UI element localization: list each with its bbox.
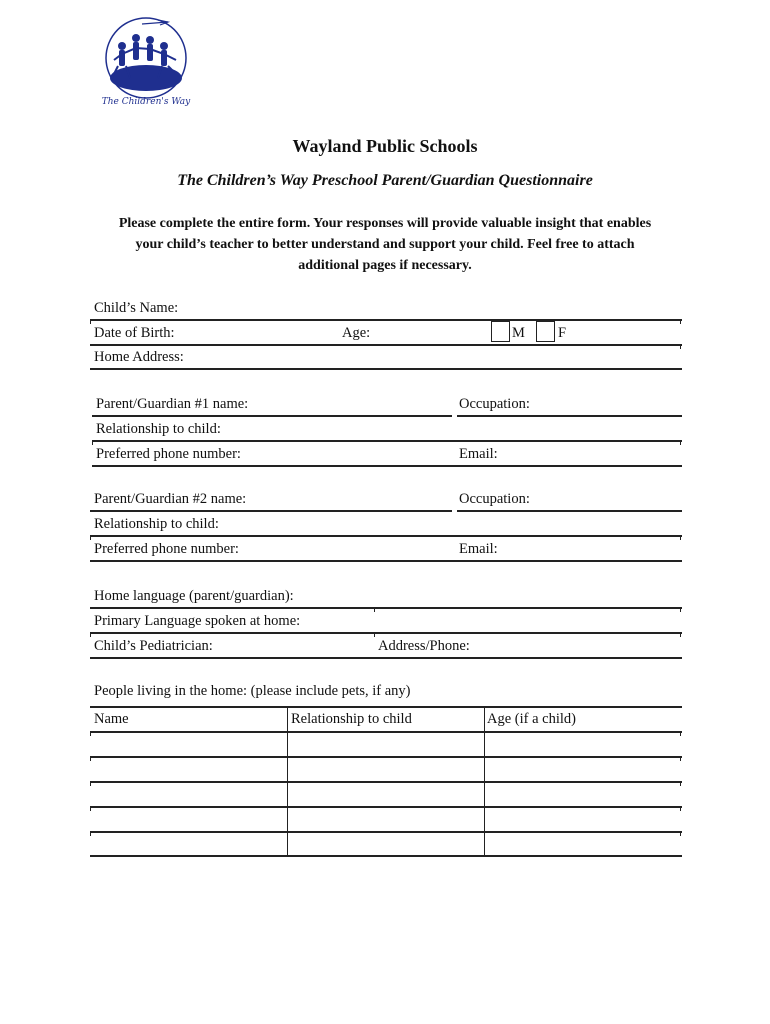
parent2-phone-email-field[interactable] [90,560,682,562]
col-header-name: Name [94,711,129,727]
male-checkbox[interactable] [491,321,510,342]
field-tick [90,831,91,836]
pediatrician-label: Child’s Pediatrician: [94,638,213,654]
field-tick [680,319,681,324]
dob-label: Date of Birth: [94,325,175,341]
table-row[interactable] [90,756,682,758]
parent2-name-field[interactable] [90,510,452,512]
parent1-email-label: Email: [459,446,498,462]
pediatrician-field[interactable] [90,657,682,659]
pediatrician-address-label: Address/Phone: [378,638,470,654]
logo-text: The Children's Way [101,97,191,107]
field-tick [680,781,681,786]
parent2-occupation-field[interactable] [457,510,682,512]
female-checkbox[interactable] [536,321,555,342]
parent2-name-label: Parent/Guardian #2 name: [94,491,247,507]
parent1-relationship-field[interactable] [92,440,682,442]
field-tick [680,806,681,811]
form-subtitle: The Children’s Way Preschool Parent/Guardian Questionnaire [177,172,593,189]
household-table-top [90,706,682,708]
instructions-line-1: Please complete the entire form. Your responses will provide valuable insight that enables [118,216,652,231]
parent1-occupation-label: Occupation: [459,396,530,412]
parent1-name-label: Parent/Guardian #1 name: [96,396,249,412]
field-tick [680,344,681,349]
instructions-line-2: your child’s teacher to better understand and support your child. Feel free to attach [135,237,635,252]
page-title: Wayland Public Schools [292,136,478,156]
primary-language-label: Primary Language spoken at home: [94,613,301,629]
parent2-email-label: Email: [459,541,498,557]
field-tick [374,607,375,612]
field-tick [680,535,681,540]
field-tick [680,440,681,445]
parent2-phone-label: Preferred phone number: [94,541,239,557]
parent1-phone-email-field[interactable] [92,465,682,467]
male-label: M [512,325,525,341]
col-header-relationship: Relationship to child [291,711,412,727]
child-name-label: Child’s Name: [94,300,179,316]
age-label: Age: [342,325,371,341]
field-tick [374,632,375,637]
home-language-label: Home language (parent/guardian): [94,588,294,604]
field-tick [90,731,91,736]
instructions-line-3: additional pages if necessary. [298,258,472,273]
table-row-line [90,731,682,733]
parent1-phone-label: Preferred phone number: [96,446,241,462]
field-tick [680,756,681,761]
field-tick [680,731,681,736]
col-header-age: Age (if a child) [487,711,576,727]
field-tick [680,831,681,836]
field-tick [90,781,91,786]
home-address-field[interactable] [90,368,682,370]
parent1-relationship-label: Relationship to child: [96,421,221,437]
table-row[interactable] [90,806,682,808]
primary-language-field[interactable] [90,632,682,634]
parent1-occupation-field[interactable] [457,415,682,417]
field-tick [90,806,91,811]
field-tick [90,756,91,761]
field-tick [90,632,91,637]
parent1-name-field[interactable] [92,415,452,417]
dob-age-field[interactable] [90,344,682,346]
home-address-label: Home Address: [94,349,184,365]
parent2-relationship-field[interactable] [90,535,682,537]
field-tick [90,535,91,540]
parent2-relationship-label: Relationship to child: [94,516,219,532]
household-intro-label: People living in the home: (please include pets, if any) [94,683,411,699]
table-row[interactable] [90,781,682,783]
school-logo [98,16,194,112]
field-tick [680,607,681,612]
field-tick [90,319,91,324]
female-label: F [558,325,567,341]
field-tick [92,440,93,445]
table-row[interactable] [90,855,682,857]
table-row[interactable] [90,831,682,833]
field-tick [680,632,681,637]
parent2-occupation-label: Occupation: [459,491,530,507]
home-language-field[interactable] [90,607,682,609]
child-name-field[interactable] [90,319,682,321]
instructions [80,213,690,276]
